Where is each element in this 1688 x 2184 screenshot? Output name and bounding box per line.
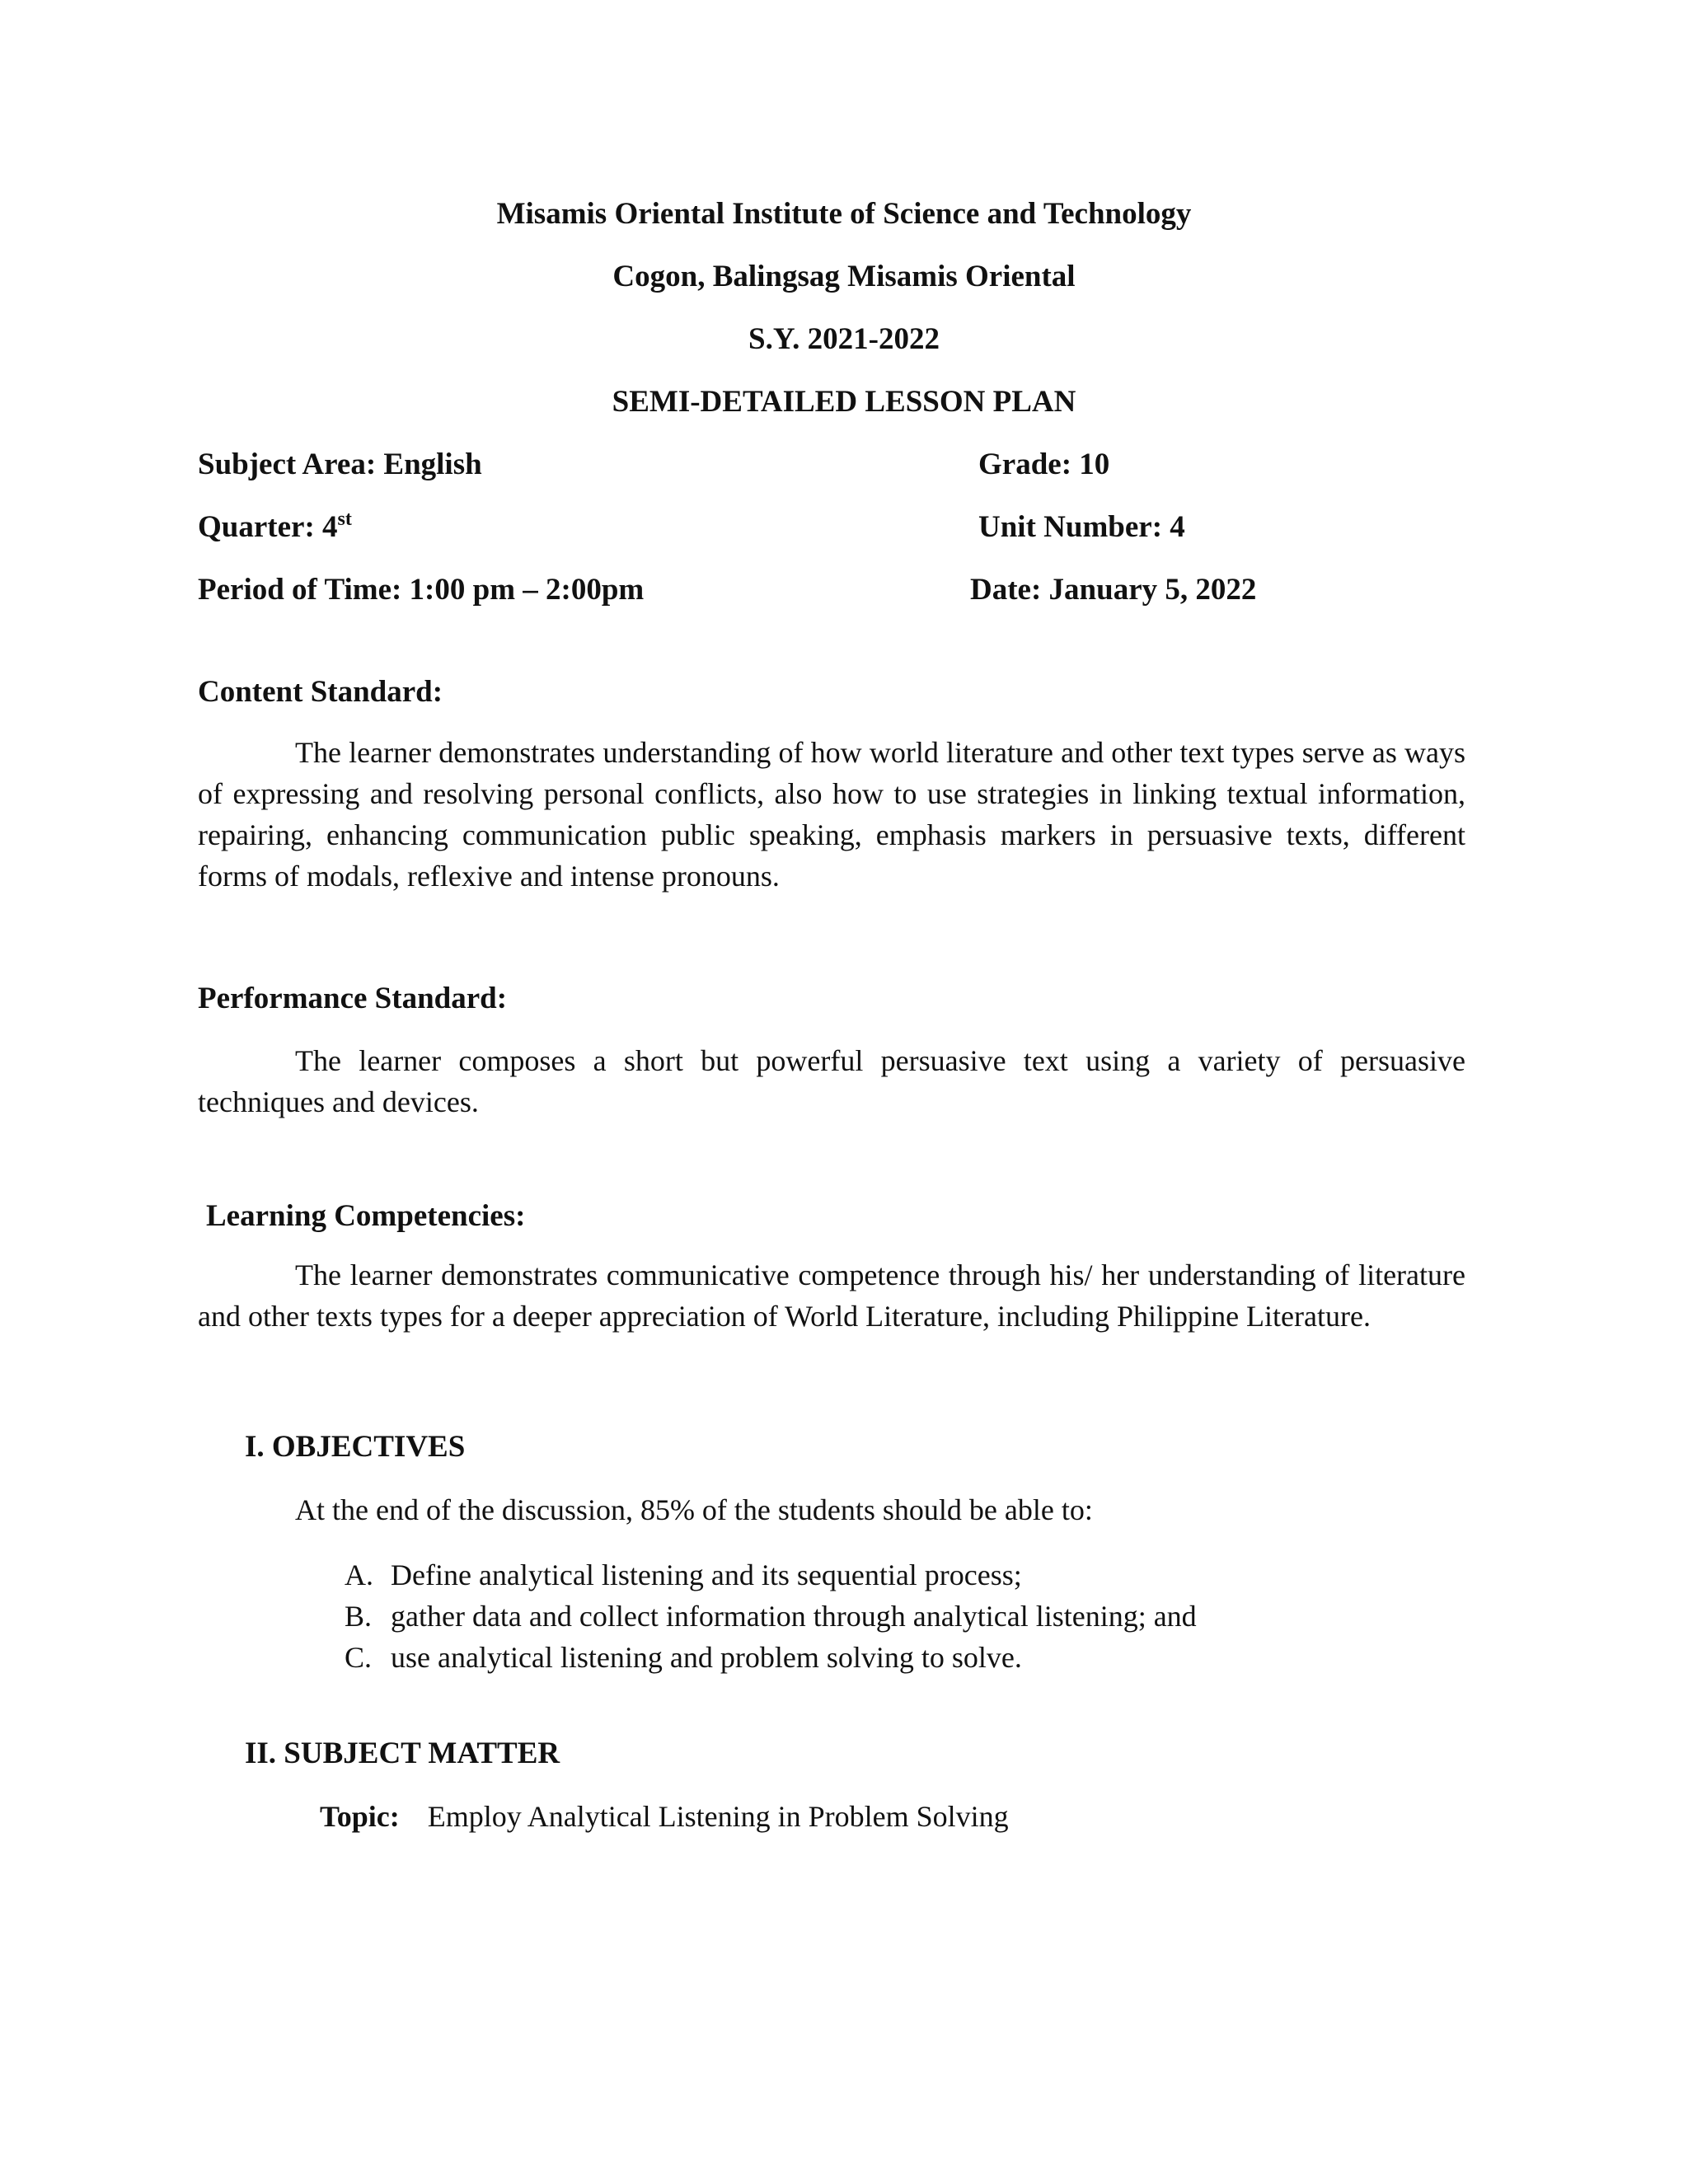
- topic-label: Topic:: [320, 1800, 400, 1833]
- objective-marker: B.: [345, 1600, 373, 1633]
- objective-text: Define analytical listening and its sequential process;: [391, 1558, 1022, 1591]
- grade: Grade: 10: [978, 448, 1110, 481]
- objective-marker: C.: [345, 1641, 373, 1674]
- objectives-intro: At the end of the discussion, 85% of the students should be able to:: [295, 1493, 1093, 1526]
- objective-item: [345, 1596, 1197, 1637]
- lesson-date: Date: January 5, 2022: [970, 573, 1257, 607]
- content-standard-text: The learner demonstrates understanding of how world literature and other text types serve as ways of expressing and resolving personal conflicts, also how to use strategies in linking textual information, repairing, enhancing communication public speaking, emphasis markers in persuasive texts, different forms of modals, reflexive and intense pronouns.: [198, 736, 1465, 893]
- objective-text: gather data and collect information through analytical listening; and: [391, 1600, 1197, 1633]
- unit-number: Unit Number: 4: [978, 510, 1185, 544]
- objectives-list: [345, 1554, 1197, 1678]
- topic-line: [320, 1798, 1009, 1835]
- document-title: SEMI-DETAILED LESSON PLAN: [612, 385, 1076, 419]
- quarter: [198, 509, 352, 546]
- performance-standard-heading: Performance Standard:: [198, 982, 508, 1015]
- period-of-time: Period of Time: 1:00 pm – 2:00pm: [198, 573, 645, 607]
- objective-item: [345, 1637, 1197, 1678]
- institution-name: Misamis Oriental Institute of Science and Technology: [496, 197, 1192, 231]
- quarter-suffix: st: [337, 509, 352, 530]
- objectives-heading: I. OBJECTIVES: [245, 1430, 466, 1464]
- quarter-label: Quarter: 4: [198, 510, 338, 544]
- school-year: S.Y. 2021-2022: [748, 322, 940, 356]
- objective-item: [345, 1554, 1197, 1596]
- subject-matter-heading: II. SUBJECT MATTER: [245, 1736, 560, 1770]
- objective-text: use analytical listening and problem solving to solve.: [391, 1641, 1022, 1674]
- content-standard-heading: Content Standard:: [198, 675, 443, 709]
- institution-address: Cogon, Balingsag Misamis Oriental: [612, 260, 1076, 293]
- learning-competencies-text: The learner demonstrates communicative competence through his/ her understanding of literature and other texts types for a deeper appreciation of World Literature, including Philippine Literature.: [198, 1258, 1465, 1333]
- subject-area: Subject Area: English: [198, 448, 482, 481]
- learning-competencies-heading: Learning Competencies:: [206, 1199, 526, 1233]
- objective-marker: A.: [345, 1558, 373, 1591]
- performance-standard-text: The learner composes a short but powerful persuasive text using a variety of persuasive techniques and devices.: [198, 1044, 1465, 1118]
- topic-value: Employ Analytical Listening in Problem Solving: [427, 1800, 1009, 1833]
